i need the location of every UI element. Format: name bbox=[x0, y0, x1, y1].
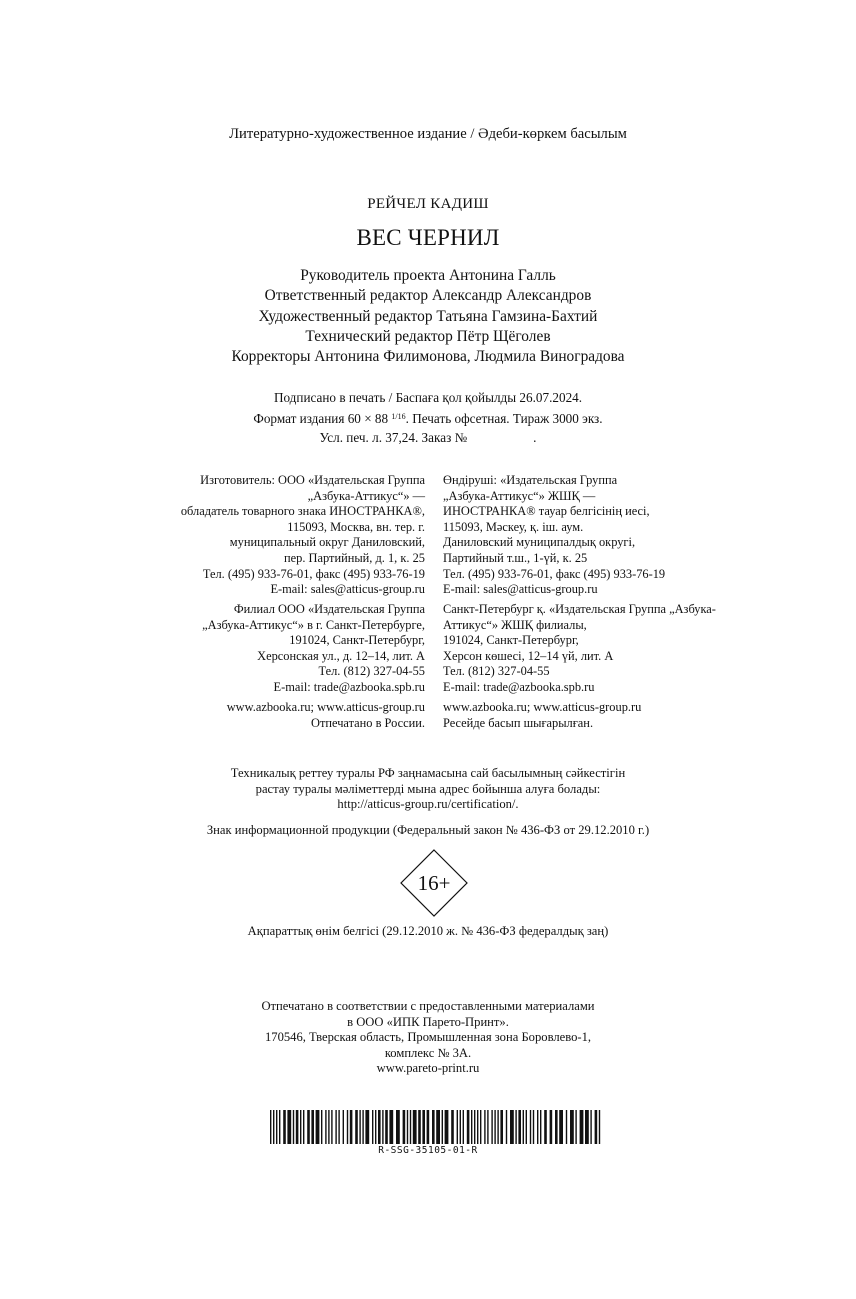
barcode-bar bbox=[599, 1110, 600, 1144]
branch-kz-line: E-mail: trade@azbooka.spb.ru bbox=[443, 679, 595, 694]
barcode-bar bbox=[276, 1110, 277, 1144]
barcode-bar bbox=[270, 1110, 271, 1144]
printer-block bbox=[0, 999, 856, 1077]
printed-in-kz: Ресейде басып шығарылған. bbox=[443, 715, 594, 730]
barcode-bar bbox=[422, 1110, 425, 1144]
barcode-bar bbox=[331, 1110, 332, 1144]
barcode-bar bbox=[311, 1110, 314, 1144]
barcode-bar bbox=[407, 1110, 408, 1144]
manufacturer-ru-line: обладатель товарного знака ИНОСТРАНКА®, bbox=[180, 504, 425, 519]
barcode-bar bbox=[365, 1110, 369, 1144]
barcode-bar bbox=[396, 1110, 400, 1144]
barcode-bar bbox=[335, 1110, 336, 1144]
barcode-bar bbox=[526, 1110, 527, 1144]
barcode-bar bbox=[500, 1110, 503, 1144]
branch-ru-line: 191024, Санкт-Петербург, bbox=[289, 633, 425, 648]
barcode-bar bbox=[427, 1110, 430, 1144]
branch-ru bbox=[120, 602, 425, 696]
printed-in-ru: Отпечатано в России. bbox=[311, 715, 425, 730]
barcode-bar bbox=[491, 1110, 492, 1144]
barcode-bar bbox=[385, 1110, 388, 1144]
branch-kz-line: Херсон көшесі, 12–14 үй, лит. А bbox=[443, 648, 614, 663]
manufacturer-kz-line: „Азбука-Аттикус“» ЖШҚ — bbox=[443, 488, 596, 503]
barcode-bar bbox=[474, 1110, 475, 1144]
branch-ru-line: „Азбука-Аттикус“» в г. Санкт-Петербурге, bbox=[202, 617, 425, 632]
printer-line: 170546, Тверская область, Промышленная зона Боровлево-1, bbox=[264, 1030, 592, 1045]
barcode-bar bbox=[480, 1110, 481, 1144]
certification-line: Техникалық реттеу туралы РФ заңнамасына сай басылымның сәйкестігін bbox=[230, 766, 626, 780]
barcode-bar bbox=[550, 1110, 553, 1144]
barcode-bar bbox=[460, 1110, 461, 1144]
format-prefix: Формат издания 60 × 88 bbox=[253, 411, 392, 426]
barcode-bar bbox=[510, 1110, 514, 1144]
manufacturer-ru-line: пер. Партийный, д. 1, к. 25 bbox=[284, 550, 425, 565]
barcode-bar bbox=[575, 1110, 576, 1144]
branch-kz-line: Санкт-Петербург қ. «Издательская Группа „Азбука- bbox=[443, 602, 716, 616]
barcode-bar bbox=[338, 1110, 339, 1144]
barcode-bar bbox=[540, 1110, 541, 1144]
manufacturer-kz-line: Тел. (495) 933-76-01, факс (495) 933-76-19 bbox=[443, 566, 666, 581]
barcode-bar bbox=[518, 1110, 521, 1144]
barcode-bar bbox=[389, 1110, 393, 1144]
branch-kz-line: Аттикус“» ЖШҚ филиалы, bbox=[443, 617, 587, 632]
barcode-bar bbox=[287, 1110, 291, 1144]
barcode-bar bbox=[321, 1110, 322, 1144]
certification-block bbox=[0, 766, 856, 813]
certification-url: http://atticus-group.ru/certification/. bbox=[337, 797, 519, 812]
web-kz-link: www.azbooka.ru; www.atticus-group.ru bbox=[443, 700, 642, 714]
barcode-bar bbox=[471, 1110, 472, 1144]
barcode-bar bbox=[494, 1110, 495, 1144]
barcode bbox=[270, 1110, 604, 1144]
manufacturer-ru-line: Изготовитель: ООО «Издательская Группа bbox=[200, 473, 425, 487]
branch-ru-line: Филиал ООО «Издательская Группа bbox=[233, 602, 425, 616]
manufacturer-ru-line: 115093, Москва, вн. тер. г. bbox=[287, 519, 425, 534]
barcode-bar bbox=[585, 1110, 589, 1144]
age-rating-badge bbox=[400, 849, 468, 917]
series-line: Литературно-художественное издание / Әдеби-көркем басылым bbox=[229, 126, 627, 142]
info-sign-kz: Ақпараттық өнім белгісі (29.12.2010 ж. № 436-ФЗ федералдық заң) bbox=[247, 924, 609, 938]
barcode-bar bbox=[325, 1110, 326, 1144]
branch-ru-line: Херсонская ул., д. 12–14, лит. А bbox=[257, 648, 425, 663]
barcode-bar bbox=[432, 1110, 435, 1144]
barcode-bar bbox=[570, 1110, 574, 1144]
barcode-bar bbox=[506, 1110, 507, 1144]
barcode-bar bbox=[559, 1110, 563, 1144]
barcode-bar bbox=[279, 1110, 280, 1144]
manufacturer-ru bbox=[120, 473, 425, 598]
certification-line: растау туралы мәліметтерді мына адрес бойынша алуға болады: bbox=[255, 781, 601, 796]
barcode-bar bbox=[457, 1110, 458, 1144]
signed-line: Подписано в печать / Баспаға қол қойылды 26.07.2024. bbox=[273, 390, 583, 405]
format-suffix: . Печать офсетная. Тираж 3000 экз. bbox=[405, 411, 603, 426]
barcode-bar bbox=[595, 1110, 598, 1144]
book-title: ВЕС ЧЕРНИЛ bbox=[356, 225, 500, 250]
print-info-block bbox=[0, 388, 856, 447]
order-suffix: . bbox=[533, 430, 537, 445]
barcode-code: R-SSG-35105-01-R bbox=[378, 1145, 478, 1156]
barcode-bar bbox=[293, 1110, 294, 1144]
barcode-bar bbox=[566, 1110, 567, 1144]
manufacturer-ru-line: муниципальный округ Даниловский, bbox=[229, 535, 425, 550]
barcode-bar bbox=[375, 1110, 376, 1144]
branch-kz-line: Тел. (812) 327-04-55 bbox=[443, 664, 550, 679]
barcode-bar bbox=[580, 1110, 584, 1144]
web-ru-link: www.azbooka.ru; www.atticus-group.ru bbox=[226, 700, 425, 714]
barcode-bar bbox=[300, 1110, 301, 1144]
barcode-bar bbox=[372, 1110, 373, 1144]
manufacturer-kz-line: Даниловский муниципалдық округі, bbox=[443, 535, 636, 550]
barcode-bar bbox=[442, 1110, 443, 1144]
branch-ru-line: E-mail: trade@azbooka.spb.ru bbox=[273, 679, 425, 694]
branch-kz bbox=[443, 602, 743, 696]
manufacturer-kz-line: ИНОСТРАНКА® тауар белгісінің иесі, bbox=[443, 504, 650, 519]
barcode-bar bbox=[544, 1110, 547, 1144]
manufacturer-ru-line: „Азбука-Аттикус“» — bbox=[307, 488, 425, 503]
credit-line: Ответственный редактор Александр Александров bbox=[264, 287, 592, 305]
barcode-bar bbox=[530, 1110, 531, 1144]
barcode-bar bbox=[328, 1110, 329, 1144]
order-prefix: Усл. печ. л. 37,24. Заказ № bbox=[319, 430, 468, 445]
printer-line: Отпечатано в соответствии с предоставленными материалами bbox=[261, 999, 595, 1013]
credit-line: Корректоры Антонина Филимонова, Людмила Виноградова bbox=[231, 348, 625, 366]
barcode-bar bbox=[533, 1110, 534, 1144]
format-line bbox=[0, 407, 856, 428]
barcode-bar bbox=[523, 1110, 524, 1144]
author-name: РЕЙЧЕЛ КАДИШ bbox=[367, 196, 489, 212]
printer-line: в ООО «ИПК Парето-Принт». bbox=[347, 1014, 509, 1029]
barcode-bar bbox=[487, 1110, 488, 1144]
barcode-bar bbox=[359, 1110, 360, 1144]
barcode-bar bbox=[515, 1110, 516, 1144]
manufacturer-kz bbox=[443, 473, 743, 598]
credit-line: Технический редактор Пётр Щёголев bbox=[305, 327, 551, 345]
format-fraction: 1/16 bbox=[391, 412, 406, 421]
barcode-bar bbox=[355, 1110, 358, 1144]
barcode-bar bbox=[463, 1110, 464, 1144]
barcode-bar bbox=[410, 1110, 411, 1144]
printer-url: www.pareto-print.ru bbox=[376, 1061, 480, 1076]
barcode-bar bbox=[477, 1110, 478, 1144]
manufacturer-kz-line: Партийный т.ш., 1-үй, к. 25 bbox=[443, 550, 588, 565]
order-line bbox=[0, 428, 856, 447]
barcode-bar bbox=[436, 1110, 440, 1144]
barcode-bar bbox=[378, 1110, 381, 1144]
credits-block bbox=[0, 266, 856, 367]
web-ru bbox=[120, 700, 425, 731]
manufacturer-kz-line: E-mail: sales@atticus-group.ru bbox=[443, 582, 598, 597]
info-sign-ru: Знак информационной продукции (Федеральный закон № 436-ФЗ от 29.12.2010 г.) bbox=[206, 823, 650, 837]
barcode-bar bbox=[343, 1110, 344, 1144]
barcode-bar bbox=[316, 1110, 320, 1144]
manufacturer-kz-line: Өндіруші: «Издательская Группа bbox=[443, 473, 618, 487]
barcode-bar bbox=[307, 1110, 310, 1144]
barcode-bar bbox=[451, 1110, 454, 1144]
credit-line: Художественный редактор Татьяна Гамзина-Бахтий bbox=[258, 307, 598, 325]
barcode-bar bbox=[296, 1110, 299, 1144]
barcode-bars-icon bbox=[270, 1110, 604, 1144]
barcode-bar bbox=[347, 1110, 348, 1144]
manufacturer-ru-line: E-mail: sales@atticus-group.ru bbox=[270, 582, 425, 597]
web-kz bbox=[443, 700, 743, 731]
barcode-bar bbox=[445, 1110, 449, 1144]
barcode-bar bbox=[467, 1110, 470, 1144]
branch-kz-line: 191024, Санкт-Петербург, bbox=[443, 633, 579, 648]
barcode-bar bbox=[413, 1110, 417, 1144]
barcode-bar bbox=[303, 1110, 304, 1144]
barcode-bar bbox=[497, 1110, 498, 1144]
barcode-bar bbox=[537, 1110, 538, 1144]
printer-line: комплекс № 3А. bbox=[384, 1045, 472, 1060]
barcode-bar bbox=[350, 1110, 353, 1144]
branch-ru-line: Тел. (812) 327-04-55 bbox=[318, 664, 425, 679]
barcode-bar bbox=[484, 1110, 485, 1144]
barcode-bar bbox=[273, 1110, 274, 1144]
barcode-bar bbox=[555, 1110, 558, 1144]
barcode-bar bbox=[382, 1110, 383, 1144]
barcode-bar bbox=[403, 1110, 406, 1144]
barcode-bar bbox=[590, 1110, 591, 1144]
barcode-bar bbox=[418, 1110, 421, 1144]
barcode-bar bbox=[362, 1110, 363, 1144]
manufacturer-kz-line: 115093, Мәскеу, қ. іш. аум. bbox=[443, 519, 584, 534]
credit-line: Руководитель проекта Антонина Галль bbox=[300, 267, 556, 284]
age-rating-label: 16+ bbox=[417, 871, 451, 895]
barcode-bar bbox=[283, 1110, 286, 1144]
manufacturer-ru-line: Тел. (495) 933-76-01, факс (495) 933-76-19 bbox=[202, 566, 425, 581]
